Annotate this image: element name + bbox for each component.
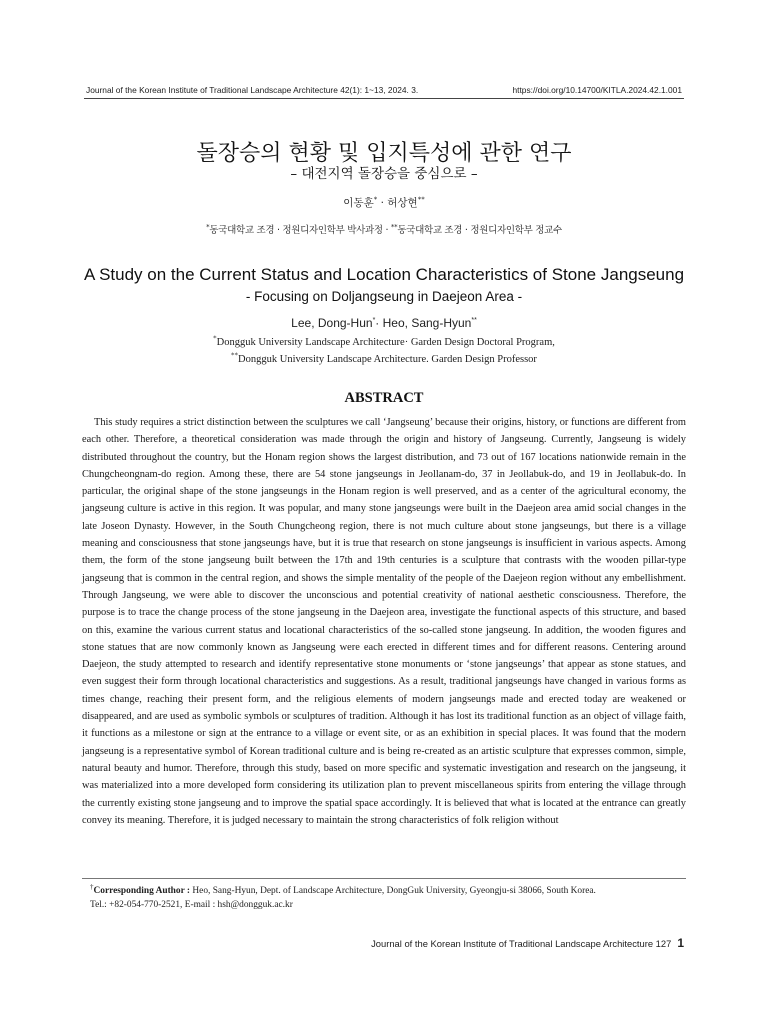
page-number: 1	[677, 936, 684, 950]
affil-2-mark: **	[390, 222, 398, 231]
en-author-separator: ·	[375, 316, 383, 330]
korean-affiliations	[0, 222, 768, 236]
dagger-mark: †	[90, 882, 94, 891]
korean-title: 돌장승의 현황 및 입지특성에 관한 연구	[196, 141, 572, 166]
footnote-divider	[82, 878, 686, 879]
journal-citation: Journal of the Korean Institute of Traditional Landscape Architecture 42(1): 1~13, 2024. 3.	[86, 85, 419, 95]
header-divider	[84, 98, 684, 99]
footer-journal: Journal of the Korean Institute of Traditional Landscape Architecture 127	[371, 938, 672, 949]
korean-author-2: 허상현	[387, 197, 418, 209]
running-header	[86, 85, 682, 95]
corresponding-author-footnote	[90, 884, 690, 912]
footnote-line-1	[90, 884, 690, 898]
english-author-2: Heo, Sang-Hyun	[382, 316, 472, 330]
author-separator: ·	[377, 197, 388, 209]
korean-affiliation-2: 동국대학교 조경 · 정원디자인학부 정교수	[397, 225, 562, 236]
en-affil-2-mark: **	[231, 351, 239, 360]
author-1-mark: *	[373, 195, 378, 204]
korean-authors	[0, 195, 768, 210]
footnote-contact: Tel.: +82-054-770-2521, E-mail : hsh@dongguk.ac.kr	[90, 900, 293, 910]
english-affiliation-2-text: Dongguk University Landscape Architecture. Garden Design Professor	[238, 354, 537, 365]
korean-author-1: 이동훈	[343, 197, 374, 209]
english-affiliation-1-text: Dongguk University Landscape Architecture· Garden Design Doctoral Program,	[216, 337, 555, 348]
english-subtitle: - Focusing on Doljangseung in Daejeon Area -	[245, 289, 523, 304]
english-author-1: Lee, Dong-Hun	[291, 316, 373, 330]
korean-subtitle: – 대전지역 돌장승을 중심으로 –	[290, 166, 478, 182]
doi-link[interactable]: https://doi.org/10.14700/KITLA.2024.42.1.001	[512, 85, 682, 95]
korean-affiliation-1: 동국대학교 조경 · 정원디자인학부 박사과정 ·	[209, 225, 391, 236]
english-affiliation-1	[0, 334, 768, 348]
footnote-text: Heo, Sang-Hyun, Dept. of Landscape Architecture, DongGuk University, Gyeongju-si 38066, South Korea.	[190, 886, 596, 896]
en-author-2-mark: **	[471, 317, 477, 324]
running-footer	[371, 936, 684, 950]
en-affil-1-mark: *	[213, 334, 217, 343]
abstract-body: This study requires a strict distinction between the sculptures we call ‘Jangseung’ because their origins, history, or functions are different from each other. Therefore, a theoretical consideration was made through the origin and history of Jangseung. Currently, Jangseung is widely distributed throughout the country, but the Honam region shows the largest distribution, and 73 out of 167 locations nationwide remain in the Chungcheongnam-do region. Among these, there are 54 stone jangseungs in Jeollanam-do, 37 in Jeollabuk-do, and 19 in Jeollabuk-do. In particular, the original shape of the stone jangseungs in the Honam region is well preserved, and as a center of the agricultural economy, the jangseung culture is active in this region. It was popular, and many stone jangseungs were built in the Daejeon area amid social changes in the late Joseon Dynasty. However, in the South Chungcheong region, there is not much culture about stone jangseungs, but there is a village meaning and consciousness that stone jangseungs have, but it is true that research on stone jangseungs is insufficient in various aspects. Among them, the form of the stone jangseung built between the 17th and 19th centuries is a sculpture that contrasts with the wooden pillar-type jangseung that is common in the central region, and shows the simple mentality of the people of the Daejeon region without any embellishment. Through Jangseung, we were able to discover the unconscious and potential creativity of national aesthetic consciousness. Therefore, the purpose is to trace the change process of the stone jangseung in the Daejeon area, investigate the functional aspects of this structure, and based on this, examine the various current status and locational characteristics of the so-called stone jangseung. In addition, the wooden figures and stone statues that are now commonly known as Jangseung were each erected in different times and for different reasons. Centering around Daejeon, the study attempted to research and identify representative stone monuments or ‘stone jangseungs’ that appear as stone statues, and even suggest their form through locational characteristics and suggestions. As a result, traditional jangseungs have changed in various forms as times change, reaching their present form, and the religious elements of modern jangseungs made and erected today are weakened or disappeared, and are used as symbolic symbols or sculptures of tradition. Although it has lost its traditional function as an object of village faith, it functions as a milestone or sign at the entrance to a village or event site, or as an exhibition in special places. It was found that the modern jangseung is a representative symbol of Korean traditional culture and is being re-created as an artistic sculpture that expresses common, simple, natural beauty and humor. Therefore, through this study, based on more specific and systematic investigation and research on the jangseung, it was materialized into a more developed form considering its utilization plan to prevent miscellaneous spirits from entering the village through the currently existing stone jangseung and to improve the spatial space accordingly. It is believed that what is located at the entrance can greatly convey its meaning. Therefore, it is judged necessary to maintain the strong characteristics of folk religion without	[82, 417, 686, 826]
affil-1-mark: *	[206, 222, 210, 231]
english-title: A Study on the Current Status and Location Characteristics of Stone Jangseung	[83, 265, 685, 284]
author-2-mark: **	[417, 195, 425, 204]
en-author-1-mark: *	[372, 317, 376, 324]
abstract-heading: ABSTRACT	[344, 390, 424, 406]
english-authors	[0, 316, 768, 330]
footnote-label: Corresponding Author :	[93, 886, 191, 896]
english-affiliation-2	[0, 351, 768, 365]
